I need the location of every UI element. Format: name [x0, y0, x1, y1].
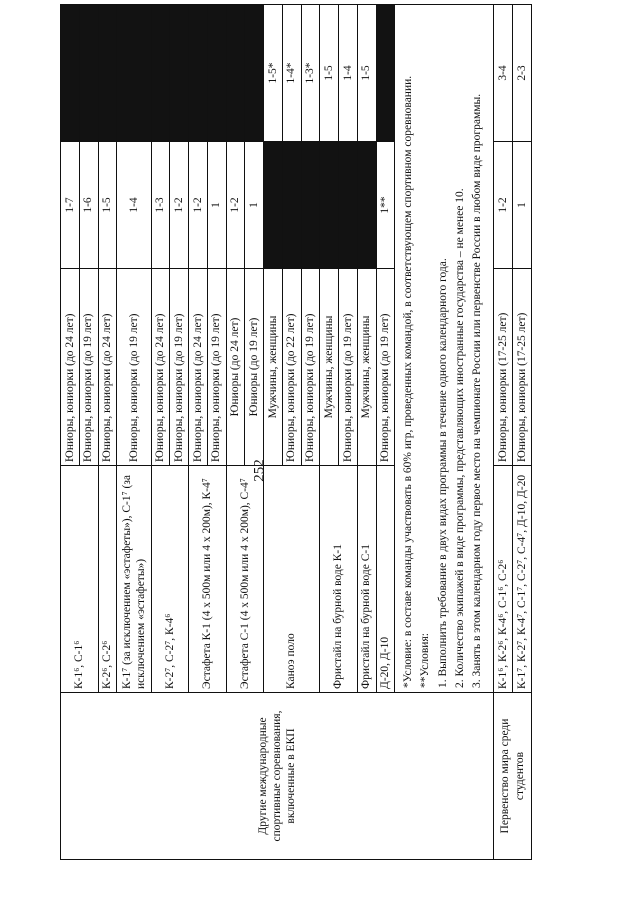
place-cell: 1-2 [189, 142, 208, 269]
discipline-cell: Каноэ поло [264, 466, 320, 693]
place-cell: 1-7 [61, 142, 80, 269]
extra-place-cell: 1-5* [264, 5, 283, 142]
shaded-cell [151, 5, 170, 142]
discipline-cell: К-2⁶, С-2⁶ [98, 466, 117, 693]
page-number: 252 [251, 459, 268, 482]
age-cell: Юниоры, юниорки (до 19 лет) [376, 269, 395, 466]
shaded-cell [376, 5, 395, 142]
extra-place-cell: 1-5 [357, 5, 376, 142]
notes-cell [395, 5, 494, 693]
note-condition-3: 3. Занять в этом календарном году первое место на чемпионате России или первенстве России в любом виде программы. [471, 93, 484, 688]
note-condition-2: 2. Количество экипажей в виде программы, представляющих иностранные государства – не менее 10. [454, 188, 467, 688]
age-cell: Мужчины, женщины [320, 269, 339, 466]
place-cell: 1** [376, 142, 395, 269]
note-condition-1: 1. Выполнить требование в двух видах программы в течение одного календарного года. [436, 258, 449, 688]
shaded-cell [357, 142, 376, 269]
discipline-cell: Д-20, Д-10 [376, 466, 395, 693]
shaded-cell [98, 5, 117, 142]
shaded-cell [245, 5, 264, 142]
place-cell: 1 [245, 142, 264, 269]
place-cell: 1-2 [494, 142, 513, 269]
age-cell: Юниоры, юниорки (17-25 лет) [494, 269, 513, 466]
shaded-cell [339, 142, 358, 269]
age-cell: Юниоры, юниорки (17-25 лет) [513, 269, 532, 466]
shaded-cell [320, 142, 339, 269]
table-row [494, 5, 513, 860]
shaded-cell [264, 142, 283, 269]
shaded-cell [189, 5, 208, 142]
age-cell: Юниоры, юниорки (до 24 лет) [61, 269, 80, 466]
discipline-cell: Фристайл на бурной воде К-1 [320, 466, 358, 693]
age-cell: Юниоры, юниорки (до 24 лет) [98, 269, 117, 466]
extra-place-cell: 3-4 [494, 5, 513, 142]
discipline-cell: Фристайл на бурной воде С-1 [357, 466, 376, 693]
shaded-cell [117, 5, 151, 142]
shaded-cell [282, 142, 301, 269]
shaded-cell [301, 142, 320, 269]
category-cell: Другие международные спортивные соревнования, включенные в ЕКП [61, 693, 494, 860]
age-cell: Юниоры, юниорки (до 19 лет) [170, 269, 189, 466]
extra-place-cell: 1-3* [301, 5, 320, 142]
extra-place-cell: 1-4 [339, 5, 358, 142]
age-cell: Мужчины, женщины [264, 269, 283, 466]
shaded-cell [61, 5, 80, 142]
place-cell: 1 [513, 142, 532, 269]
extra-place-cell: 2-3 [513, 5, 532, 142]
discipline-cell: К-1⁷, К-2⁷, К-4⁷, С-1⁷, С-2⁷, С-4⁷, Д-10, Д-20 [513, 466, 532, 693]
shaded-cell [170, 5, 189, 142]
rotated-table-container [60, 40, 532, 860]
discipline-cell: К-1⁶, К-2⁶, К-4⁶, С-1⁶, С-2⁶ [494, 466, 513, 693]
shaded-cell [226, 5, 245, 142]
discipline-cell: К-2⁷, С-2⁷, К-4⁶ [151, 466, 189, 693]
discipline-cell: Эстафета С-1 (4 х 500м или 4 х 200м), С-4⁷ [226, 466, 264, 693]
discipline-cell: К-1⁷ (за исключением «эстафеты»), С-1⁷ (за исключением «эстафеты») [117, 466, 151, 693]
table-row [61, 5, 80, 860]
place-cell: 1-5 [98, 142, 117, 269]
discipline-cell: Эстафета К-1 (4 х 500м или 4 х 200м), К-4⁷ [189, 466, 227, 693]
classification-table [60, 4, 532, 860]
extra-place-cell: 1-4* [282, 5, 301, 142]
age-cell: Юниоры (до 24 лет) [226, 269, 245, 466]
age-cell: Юниоры, юниорки (до 19 лет) [117, 269, 151, 466]
age-cell: Юниоры (до 19 лет) [245, 269, 264, 466]
age-cell: Юниоры, юниорки (до 24 лет) [189, 269, 208, 466]
shaded-cell [79, 5, 98, 142]
age-cell: Юниоры, юниорки (до 19 лет) [207, 269, 226, 466]
age-cell: Юниоры, юниорки (до 24 лет) [151, 269, 170, 466]
extra-place-cell: 1-5 [320, 5, 339, 142]
age-cell: Мужчины, женщины [357, 269, 376, 466]
place-cell: 1-2 [226, 142, 245, 269]
place-cell: 1-2 [170, 142, 189, 269]
place-cell: 1-6 [79, 142, 98, 269]
note-double-star-title: **Условия: [419, 633, 432, 688]
category-cell: Первенство мира среди студентов [494, 693, 532, 860]
age-cell: Юниоры, юниорки (до 19 лет) [301, 269, 320, 466]
place-cell: 1-4 [117, 142, 151, 269]
place-cell: 1 [207, 142, 226, 269]
place-cell: 1-3 [151, 142, 170, 269]
age-cell: Юниоры, юниорки (до 19 лет) [79, 269, 98, 466]
age-cell: Юниоры, юниорки (до 19 лет) [339, 269, 358, 466]
shaded-cell [207, 5, 226, 142]
note-star: *Условие: в составе команды участвовать в 60% игр, проведенных командой, в соответствующем спортивном соревновании. [401, 75, 414, 688]
age-cell: Юниоры, юниорки (до 22 лет) [282, 269, 301, 466]
discipline-cell: К-1⁶, С-1⁶ [61, 466, 99, 693]
